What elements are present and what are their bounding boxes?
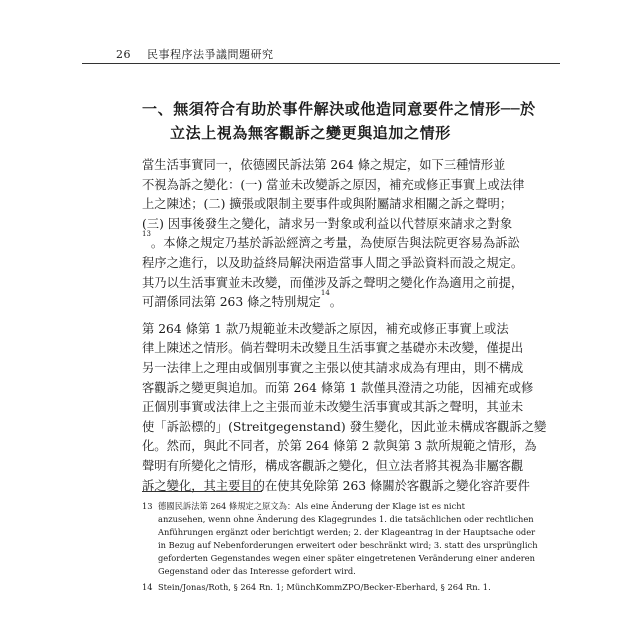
section-heading bbox=[142, 97, 536, 145]
footnote-line: Stein/Jonas/Roth, § 264 Rn. 1; MünchKommZPO/Becker-Eberhard, § 264 Rn. 1. bbox=[158, 582, 491, 592]
footnote-ref-13[interactable]: 13 bbox=[142, 230, 151, 239]
footnote-rule bbox=[142, 491, 262, 492]
p1-end-punct: 。 bbox=[329, 295, 343, 310]
heading-line-2: 立法上視為無客觀訴之變更與追加之情形 bbox=[170, 124, 451, 142]
p2-line: 客觀訴之變更與追加。而第 264 條第 1 款僅具澄清之功能，因補充或修 bbox=[142, 380, 534, 395]
running-header bbox=[82, 46, 560, 62]
p2-line: 另一法律上之理由或個別事實之主張以使其請求成為有理由，則不構成 bbox=[142, 360, 524, 375]
footnote-number: 14 bbox=[142, 582, 153, 592]
p2-line: 第 264 條第 1 款乃規範並未改變訴之原因，補充或修正事實上或法 bbox=[142, 321, 509, 336]
paragraph-gap bbox=[142, 313, 497, 320]
footnote-line: Gegenstand oder das Interesse gefordert wird. bbox=[158, 566, 356, 576]
p1-line: (三) 因事後發生之變化，請求另一對象或利益以代替原來請求之對象 bbox=[142, 216, 513, 231]
footnotes bbox=[142, 500, 538, 594]
body-text bbox=[142, 156, 547, 496]
footnote-number: 13 bbox=[142, 501, 153, 511]
p2-line: 訴之變化，其主要目的在使其免除第 263 條關於客觀訴之變化容許要件 bbox=[142, 478, 530, 493]
running-title: 民事程序法爭議問題研究 bbox=[147, 48, 274, 61]
p1-line-text: 。本條之規定乃基於訴訟經濟之考量，為使原告與法院更容易為訴訟 bbox=[150, 236, 520, 251]
p1-line: 其乃以生活事實並未改變，而僅涉及訴之聲明之變化作為適用之前提， bbox=[142, 275, 524, 290]
p1-line: 上之陳述；(二) 擴張或限制主要事件或與附屬請求相關之訴之聲明； bbox=[142, 197, 513, 212]
p1-line-with-footnote bbox=[142, 230, 520, 254]
p2-line: 使「訴訟標的」(Streitgegenstand) 發生變化，因此並未構成客觀訴之變 bbox=[142, 419, 547, 434]
footnote-14 bbox=[142, 581, 498, 594]
p1-line-text: 可謂係同法第 263 條之特別規定 bbox=[142, 295, 321, 310]
p1-line: 當生活事實同一，依德國民訴法第 264 條之規定，如下三種情形並 bbox=[142, 158, 506, 172]
p1-line: 不視為訴之變化：(一) 當並未改變訴之原因，補充或修正事實上或法律 bbox=[142, 177, 525, 192]
p1-line: 程序之進行，以及助益終局解決兩造當事人間之爭訟資料而設之規定。 bbox=[142, 255, 524, 270]
p2-line: 化。然而，與此不同者，於第 264 條第 2 款與第 3 款所規範之情形，為 bbox=[142, 439, 537, 454]
p2-line: 聲明有所變化之情形，構成客觀訴之變化，但立法者將其視為非屬客觀 bbox=[142, 458, 524, 473]
footnote-line: geforderten Gegenstandes wegen einer später eingetretenen Veränderung einer anderen bbox=[158, 553, 535, 563]
footnote-line: anzusehen, wenn ohne Änderung des Klagegrundes 1. die tatsächlichen oder rechtlichen bbox=[158, 514, 534, 524]
p2-line: 正個別事實或法律上之主張而並未改變生活事實或其訴之聲明，其並未 bbox=[142, 400, 524, 415]
footnote-line: in Bezug auf Nebenforderungen erweitert oder beschränkt wird; 3. statt des ursprünglich bbox=[158, 540, 538, 550]
header-rule bbox=[82, 63, 560, 64]
footnote-line: Anführungen ergänzt oder berichtigt werden; 2. der Klageantrag in der Hauptsache oder bbox=[158, 527, 536, 537]
page-number: 26 bbox=[116, 48, 131, 61]
footnote-line: 德國民訴法第 264 條規定之原文為：Als eine Änderung der Klage ist es nicht bbox=[158, 501, 465, 511]
heading-line-1: 一、無須符合有助於事件解決或他造同意要件之情形──於 bbox=[142, 100, 536, 118]
footnote-13 bbox=[142, 500, 538, 578]
p2-line: 律上陳述之情形。倘若聲明未改變且生活事實之基礎亦未改變，僅提出 bbox=[142, 341, 524, 356]
p1-line-last bbox=[142, 289, 497, 313]
footnote-ref-14[interactable]: 14 bbox=[320, 289, 330, 298]
